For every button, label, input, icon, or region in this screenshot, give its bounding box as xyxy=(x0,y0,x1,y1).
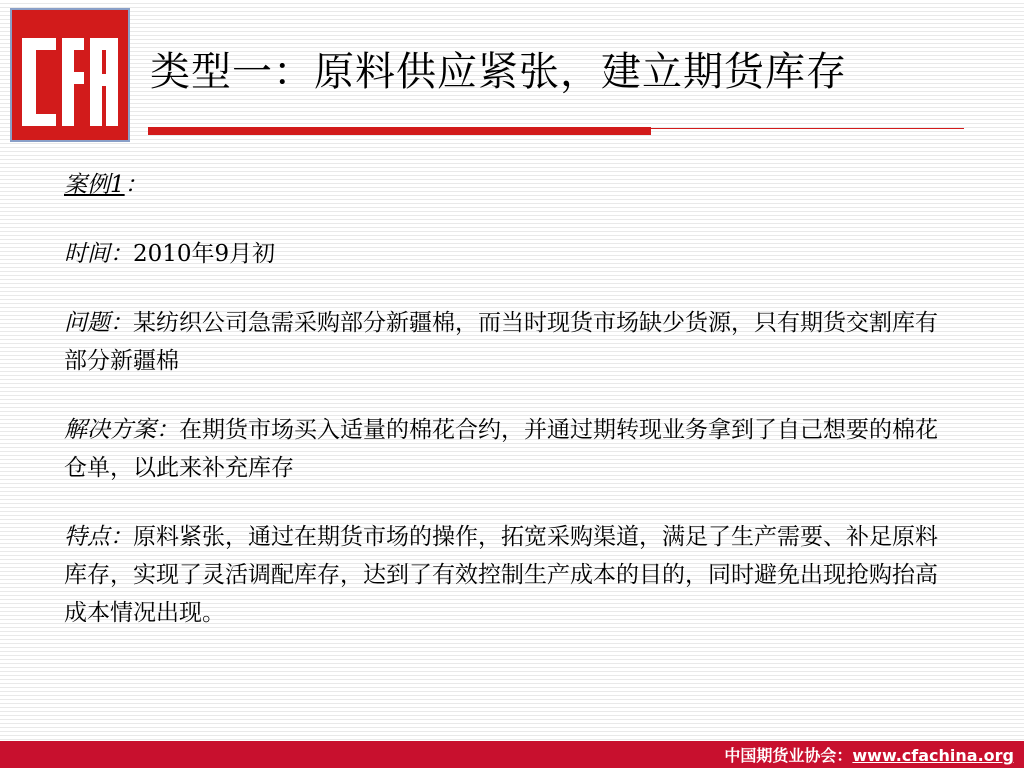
solution-text: 在期货市场买入适量的棉花合约，并通过期转现业务拿到了自己想要的棉花仓单，以此来补充库存 xyxy=(64,417,938,481)
footer-url-link[interactable]: www.cfachina.org xyxy=(852,746,1014,765)
time-text: 2010年9月初 xyxy=(133,241,276,267)
problem-text: 某纺织公司急需采购部分新疆棉，而当时现货市场缺少货源，只有期货交割库有部分新疆棉 xyxy=(64,310,938,374)
feature-label: 特点： xyxy=(64,524,133,550)
footer-org: 中国期货业协会： xyxy=(724,746,853,765)
time-paragraph xyxy=(64,235,954,273)
problem-paragraph xyxy=(64,304,954,380)
content-body xyxy=(64,166,954,663)
feature-text: 原料紧张，通过在期货市场的操作，拓宽采购渠道，满足了生产需要、补足原料库存，实现了灵活调配库存，达到了有效控制生产成本的目的，同时避免出现抢购抬高成本情况出现。 xyxy=(64,524,938,626)
footer-text xyxy=(724,743,1014,766)
title-underline-thin xyxy=(651,128,964,129)
case-label: 案例1 xyxy=(64,172,125,198)
time-label: 时间： xyxy=(64,241,133,267)
cfa-logo-icon xyxy=(10,8,130,142)
feature-paragraph xyxy=(64,518,954,632)
case-colon: ： xyxy=(124,172,148,198)
footer-bar xyxy=(0,741,1024,768)
case-heading xyxy=(64,166,954,204)
solution-paragraph xyxy=(64,411,954,487)
page-title: 类型一：原料供应紧张，建立期货库存 xyxy=(150,49,847,95)
title-underline xyxy=(148,127,651,135)
solution-label: 解决方案： xyxy=(64,417,179,443)
problem-label: 问题： xyxy=(64,310,133,336)
